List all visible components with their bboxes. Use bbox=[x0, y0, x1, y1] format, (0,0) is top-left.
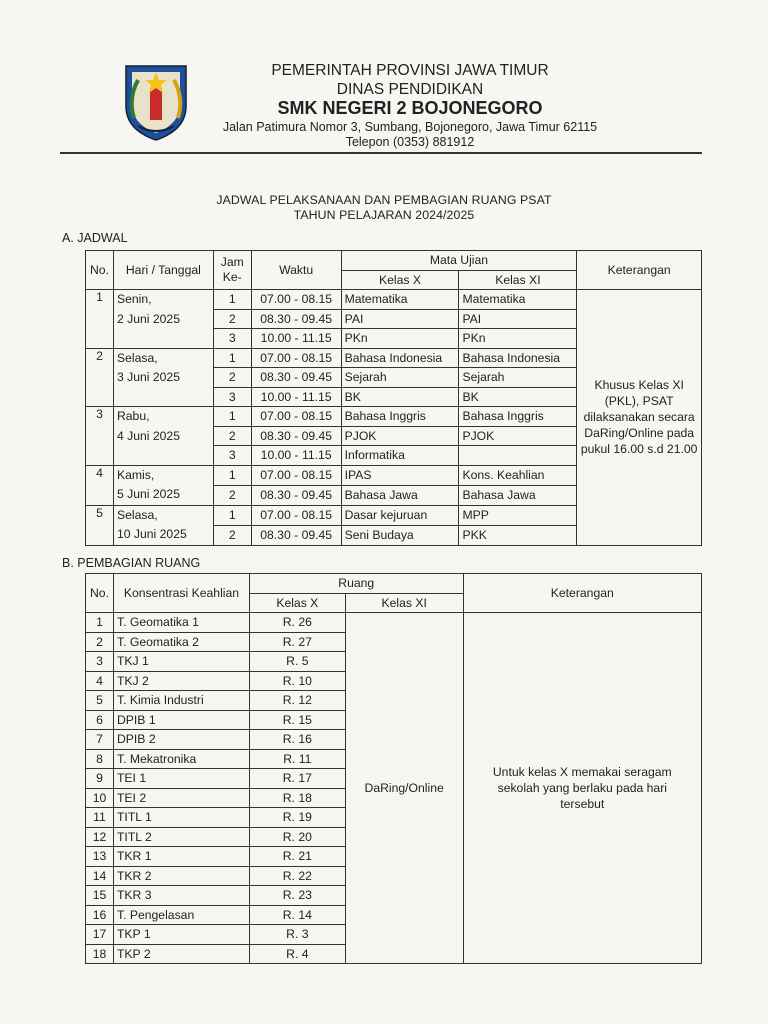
day-date bbox=[113, 407, 213, 466]
time-range: 08.30 - 09.45 bbox=[251, 426, 341, 446]
jam-number: 3 bbox=[213, 329, 251, 349]
date-text: 2 Juni 2025 bbox=[116, 311, 180, 326]
time-range: 08.30 - 09.45 bbox=[251, 309, 341, 329]
subject-kelas-xi: MPP bbox=[459, 505, 577, 525]
jam-number: 2 bbox=[213, 309, 251, 329]
day-number: 1 bbox=[86, 290, 114, 349]
program-name: TKR 2 bbox=[113, 866, 249, 886]
subject-kelas-xi: Bahasa Inggris bbox=[459, 407, 577, 427]
header-department: DINAS PENDIDIKAN bbox=[336, 81, 484, 98]
subject-kelas-x: Seni Budaya bbox=[341, 525, 459, 545]
jam-number: 3 bbox=[213, 446, 251, 466]
room-number: 2 bbox=[86, 632, 114, 652]
day-name: Selasa, bbox=[116, 350, 158, 365]
room-header-ruang: Ruang bbox=[249, 574, 463, 594]
room-header-no: No. bbox=[86, 574, 114, 613]
room-kelas-x: R. 26 bbox=[249, 613, 345, 633]
program-name: TKR 3 bbox=[113, 886, 249, 906]
room-kelas-x: R. 5 bbox=[249, 652, 345, 672]
provincial-emblem-logo bbox=[120, 58, 192, 142]
program-name: T. Kimia Industri bbox=[113, 691, 249, 711]
day-date bbox=[113, 465, 213, 505]
time-range: 08.30 - 09.45 bbox=[251, 485, 341, 505]
room-header-keterangan: Keterangan bbox=[463, 574, 701, 613]
time-range: 08.30 - 09.45 bbox=[251, 525, 341, 545]
program-name: TKP 2 bbox=[113, 944, 249, 964]
subject-kelas-x: BK bbox=[341, 387, 459, 407]
room-kelas-x: R. 20 bbox=[249, 827, 345, 847]
time-range: 10.00 - 11.15 bbox=[251, 387, 341, 407]
program-name: TITL 2 bbox=[113, 827, 249, 847]
subject-kelas-xi: Bahasa Indonesia bbox=[459, 348, 577, 368]
room-kelas-x: R. 11 bbox=[249, 749, 345, 769]
room-header-kelas-xi: Kelas XI bbox=[345, 593, 463, 613]
room-kelas-x: R. 17 bbox=[249, 769, 345, 789]
time-range: 07.00 - 08.15 bbox=[251, 290, 341, 310]
subject-kelas-xi: PKn bbox=[459, 329, 577, 349]
day-name: Kamis, bbox=[116, 467, 155, 482]
subject-kelas-xi: Kons. Keahlian bbox=[459, 465, 577, 485]
room-kelas-x: R. 21 bbox=[249, 847, 345, 867]
room-header-konsentrasi: Konsentrasi Keahlian bbox=[113, 574, 249, 613]
section-b-heading: B. PEMBAGIAN RUANG bbox=[62, 556, 201, 570]
day-name: Senin, bbox=[116, 292, 152, 306]
time-range: 07.00 - 08.15 bbox=[251, 505, 341, 525]
room-number: 3 bbox=[86, 652, 114, 672]
jam-number: 2 bbox=[213, 368, 251, 388]
header-mata-ujian: Mata Ujian bbox=[341, 251, 577, 271]
time-range: 07.00 - 08.15 bbox=[251, 407, 341, 427]
subject-kelas-x: Dasar kejuruan bbox=[341, 505, 459, 525]
header-jam: Jam Ke- bbox=[213, 251, 251, 290]
room-number: 10 bbox=[86, 788, 114, 808]
document-subtitle: TAHUN PELAJARAN 2024/2025 bbox=[293, 208, 475, 222]
subject-kelas-xi bbox=[459, 446, 577, 466]
subject-kelas-x: Bahasa Indonesia bbox=[341, 348, 459, 368]
room-row bbox=[86, 613, 702, 633]
header-no: No. bbox=[86, 251, 114, 290]
program-name: TKR 1 bbox=[113, 847, 249, 867]
day-date bbox=[113, 348, 213, 407]
jam-number: 2 bbox=[213, 485, 251, 505]
room-number: 9 bbox=[86, 769, 114, 789]
room-number: 18 bbox=[86, 944, 114, 964]
subject-kelas-x: Bahasa Jawa bbox=[341, 485, 459, 505]
schedule-note: Khusus Kelas XI (PKL), PSAT dilaksanakan secara DaRing/Online pada pukul 16.00 s.d 21.00 bbox=[577, 290, 702, 546]
section-a-heading: A. JADWAL bbox=[62, 231, 128, 245]
schedule-table bbox=[85, 250, 702, 546]
day-date bbox=[113, 505, 213, 545]
jam-number: 1 bbox=[213, 505, 251, 525]
jam-number: 2 bbox=[213, 525, 251, 545]
program-name: TKP 1 bbox=[113, 925, 249, 945]
jam-number: 1 bbox=[213, 290, 251, 310]
room-kelas-x: R. 10 bbox=[249, 671, 345, 691]
header-waktu: Waktu bbox=[251, 251, 341, 290]
time-range: 08.30 - 09.45 bbox=[251, 368, 341, 388]
room-kelas-x: R. 14 bbox=[249, 905, 345, 925]
header-kelas-x: Kelas X bbox=[341, 270, 459, 290]
room-kelas-x: R. 19 bbox=[249, 808, 345, 828]
program-name: T. Pengelasan bbox=[113, 905, 249, 925]
header-divider bbox=[60, 152, 702, 154]
room-kelas-x: R. 18 bbox=[249, 788, 345, 808]
program-name: TEI 1 bbox=[113, 769, 249, 789]
subject-kelas-xi: PKK bbox=[459, 525, 577, 545]
program-name: TKJ 2 bbox=[113, 671, 249, 691]
room-number: 12 bbox=[86, 827, 114, 847]
document-title: JADWAL PELAKSANAAN DAN PEMBAGIAN RUANG PSAT bbox=[216, 193, 552, 207]
subject-kelas-xi: BK bbox=[459, 387, 577, 407]
program-name: T. Mekatronika bbox=[113, 749, 249, 769]
room-header-kelas-x: Kelas X bbox=[249, 593, 345, 613]
subject-kelas-x: Sejarah bbox=[341, 368, 459, 388]
header-school-name: SMK NEGERI 2 BOJONEGORO bbox=[277, 98, 543, 118]
day-number: 2 bbox=[86, 348, 114, 407]
program-name: DPIB 1 bbox=[113, 710, 249, 730]
room-number: 8 bbox=[86, 749, 114, 769]
room-kelas-x: R. 27 bbox=[249, 632, 345, 652]
room-kelas-x: R. 12 bbox=[249, 691, 345, 711]
room-kelas-x: R. 4 bbox=[249, 944, 345, 964]
jam-number: 2 bbox=[213, 426, 251, 446]
room-number: 15 bbox=[86, 886, 114, 906]
subject-kelas-xi: Bahasa Jawa bbox=[459, 485, 577, 505]
subject-kelas-xi: PAI bbox=[459, 309, 577, 329]
time-range: 10.00 - 11.15 bbox=[251, 446, 341, 466]
jam-number: 1 bbox=[213, 407, 251, 427]
date-text: 5 Juni 2025 bbox=[116, 487, 180, 501]
room-number: 11 bbox=[86, 808, 114, 828]
program-name: T. Geomatika 2 bbox=[113, 632, 249, 652]
day-number: 5 bbox=[86, 505, 114, 545]
room-number: 5 bbox=[86, 691, 114, 711]
subject-kelas-x: Bahasa Inggris bbox=[341, 407, 459, 427]
time-range: 10.00 - 11.15 bbox=[251, 329, 341, 349]
program-name: TITL 1 bbox=[113, 808, 249, 828]
room-kelas-x: R. 22 bbox=[249, 866, 345, 886]
subject-kelas-x: Informatika bbox=[341, 446, 459, 466]
room-kelas-xi: DaRing/Online bbox=[345, 613, 463, 964]
program-name: TEI 2 bbox=[113, 788, 249, 808]
subject-kelas-xi: Matematika bbox=[459, 290, 577, 310]
date-text: 10 Juni 2025 bbox=[116, 527, 187, 541]
header-keterangan: Keterangan bbox=[577, 251, 702, 290]
room-kelas-x: R. 23 bbox=[249, 886, 345, 906]
subject-kelas-xi: PJOK bbox=[459, 426, 577, 446]
room-number: 7 bbox=[86, 730, 114, 750]
room-number: 4 bbox=[86, 671, 114, 691]
program-name: DPIB 2 bbox=[113, 730, 249, 750]
date-text: 3 Juni 2025 bbox=[116, 370, 180, 384]
program-name: TKJ 1 bbox=[113, 652, 249, 672]
jam-number: 3 bbox=[213, 387, 251, 407]
room-kelas-x: R. 15 bbox=[249, 710, 345, 730]
program-name: T. Geomatika 1 bbox=[113, 613, 249, 633]
header-province: PEMERINTAH PROVINSI JAWA TIMUR bbox=[271, 62, 549, 79]
room-table bbox=[85, 573, 702, 964]
room-note: Untuk kelas X memakai seragam sekolah yang berlaku pada hari tersebut bbox=[463, 613, 701, 964]
room-number: 17 bbox=[86, 925, 114, 945]
subject-kelas-x: IPAS bbox=[341, 465, 459, 485]
time-range: 07.00 - 08.15 bbox=[251, 465, 341, 485]
time-range: 07.00 - 08.15 bbox=[251, 348, 341, 368]
header-phone: Telepon (0353) 881912 bbox=[345, 135, 475, 149]
date-text: 4 Juni 2025 bbox=[116, 428, 180, 443]
day-name: Selasa, bbox=[116, 507, 158, 522]
day-number: 3 bbox=[86, 407, 114, 466]
header-hari-tanggal: Hari / Tanggal bbox=[113, 251, 213, 290]
room-number: 16 bbox=[86, 905, 114, 925]
room-number: 1 bbox=[86, 613, 114, 633]
schedule-row bbox=[86, 290, 702, 310]
subject-kelas-xi: Sejarah bbox=[459, 368, 577, 388]
room-kelas-x: R. 3 bbox=[249, 925, 345, 945]
subject-kelas-x: PAI bbox=[341, 309, 459, 329]
jam-number: 1 bbox=[213, 348, 251, 368]
subject-kelas-x: PKn bbox=[341, 329, 459, 349]
room-number: 14 bbox=[86, 866, 114, 886]
room-number: 6 bbox=[86, 710, 114, 730]
subject-kelas-x: Matematika bbox=[341, 290, 459, 310]
room-number: 13 bbox=[86, 847, 114, 867]
header-address: Jalan Patimura Nomor 3, Sumbang, Bojonegoro, Jawa Timur 62115 bbox=[222, 120, 598, 134]
header-kelas-xi: Kelas XI bbox=[459, 270, 577, 290]
room-kelas-x: R. 16 bbox=[249, 730, 345, 750]
day-name: Rabu, bbox=[116, 409, 150, 423]
day-number: 4 bbox=[86, 465, 114, 505]
day-date bbox=[113, 290, 213, 349]
subject-kelas-x: PJOK bbox=[341, 426, 459, 446]
jam-number: 1 bbox=[213, 465, 251, 485]
